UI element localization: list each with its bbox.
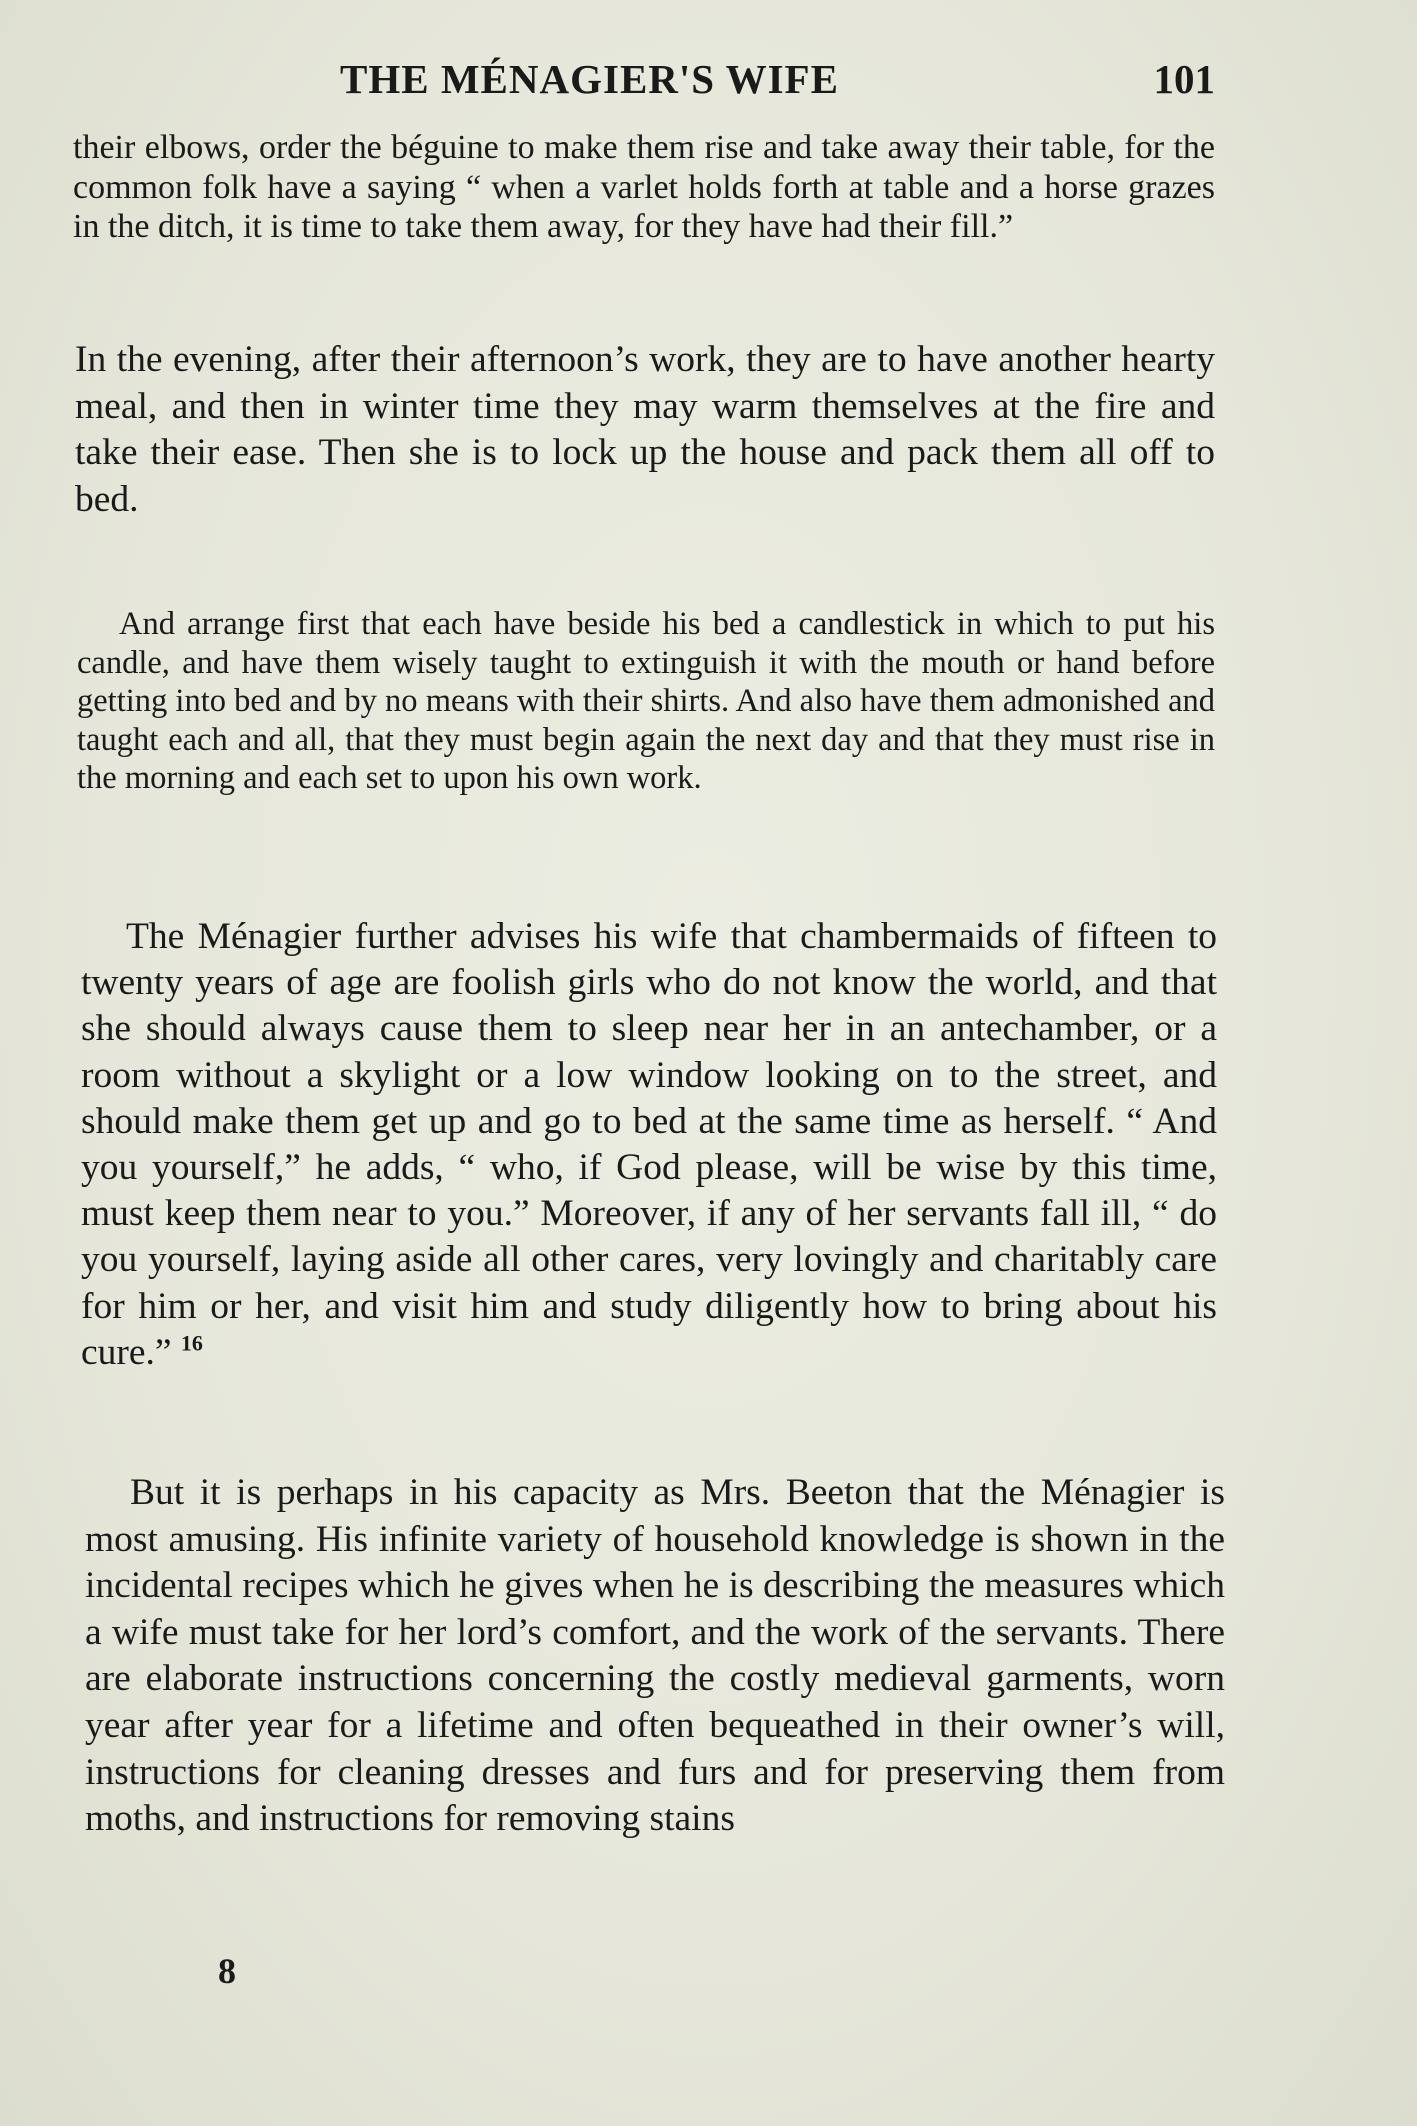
page-header <box>75 55 1215 105</box>
paragraph-mrs-beeton: But it is perhaps in his capacity as Mrs. Beeton that the Ménagier is most amusing. His infinite variety of household knowledge is shown in the incidental recipes which he gives when he is describing the measures which a wife must take for her lord’s comfort, and the work of the servants. There are elaborate instructions concerning the costly medieval garments, worn year after year for a lifetime and often bequeathed in their owner’s will, instructions for cleaning dresses and furs and for preserving them from moths, and instructions for removing stains <box>85 1472 1225 1840</box>
paragraph-chambermaids <box>81 914 1217 1376</box>
footnote-reference: 16 <box>180 1330 203 1356</box>
page-number: 101 <box>1153 56 1215 102</box>
paragraph-evening: In the evening, after their afternoon’s work, they are to have another hearty meal, and then in winter time they may warm themselves at the fire and take their ease. Then she is to lock up the house and pack them all off to bed. <box>75 339 1215 520</box>
paragraph-chambermaids-text: The Ménagier further advises his wife that chambermaids of fifteen to twenty years of age are foolish girls who do not know the world, and that she should always cause them to sleep near her in an antechamber, or a room without a skylight or a low window looking on to the street, and should make them get up and go to bed at the same time as herself. “ And you yourself,” he adds, “ who, if God please, will be wise by this time, must keep them near to you.” Moreover, if any of her servants fall ill, “ do you yourself, laying aside all other cares, very lovingly and charitably care for him or her, and visit him and study diligently how to bring about his cure.” <box>81 916 1217 1373</box>
running-title: THE MÉNAGIER'S WIFE <box>340 56 839 102</box>
quoted-instructions: And arrange first that each have beside his bed a candlestick in which to put his candle, and have them wisely taught to extinguish it with the mouth or hand before getting into bed and by no means with their shirts. And also have them admonished and taught each and all, that they must begin again the next day and that they must rise in the morning and each set to upon his own work. <box>77 606 1215 796</box>
signature-mark: 8 <box>218 1951 236 1991</box>
paragraph-continued: their elbows, order the béguine to make them rise and take away their table, for the common folk have a saying “ when a varlet holds forth at table and a horse grazes in the ditch, it is time to take them away, for they have had their fill.” <box>73 129 1215 245</box>
